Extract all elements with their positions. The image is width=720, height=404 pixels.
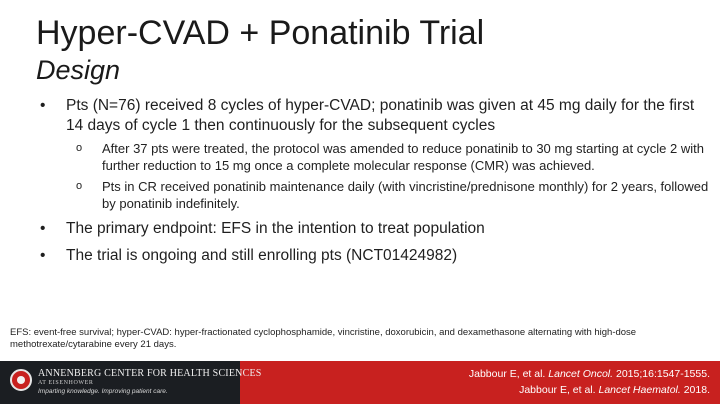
sub-bullet-item [36, 140, 712, 174]
ref-journal: Lancet Haematol. [598, 384, 681, 396]
ref-journal: Lancet Oncol. [548, 368, 614, 380]
bullet-text: Pts (N=76) received 8 cycles of hyper-CVAD; ponatinib was given at 45 mg daily for the first 14 days of cycle 1 then continuously for the subsequent cycles [66, 97, 695, 134]
slide-title: Hyper-CVAD + Ponatinib Trial [36, 14, 485, 52]
bullet-item [36, 96, 712, 136]
footer-bar [0, 361, 720, 404]
sub-bullet-marker: o [76, 142, 83, 154]
bullet-marker: • [40, 247, 46, 264]
sub-bullet-text: Pts in CR received ponatinib maintenance daily (with vincristine/prednisone monthly) for 2 years, followed by ponatinib indefinitely. [102, 179, 709, 211]
bullet-text: The primary endpoint: EFS in the intention to treat population [66, 220, 485, 237]
seal-icon [10, 369, 32, 391]
logo-tagline: Imparting knowledge. Improving patient care. [38, 388, 168, 395]
bullet-marker: • [40, 97, 46, 114]
reference-line [469, 382, 710, 398]
ref-detail: 2018. [683, 384, 710, 396]
logo-name: ANNENBERG CENTER FOR HEALTH SCIENCES [38, 368, 262, 379]
ref-detail: 2015;16:1547-1555. [615, 368, 710, 380]
bullet-list [36, 96, 712, 266]
bullet-item [36, 246, 712, 266]
sub-bullet-item [36, 178, 712, 212]
ref-author: Jabbour E, et al. [468, 368, 546, 380]
slide-subtitle: Design [36, 55, 121, 85]
logo-sub: AT EISENHOWER [38, 380, 94, 386]
bullet-marker: • [40, 220, 46, 237]
bullet-item [36, 219, 712, 239]
sub-bullet-text: After 37 pts were treated, the protocol was amended to reduce ponatinib to 30 mg starting at cycle 2 with further reduction to 15 mg once a complete molecular response (CMR) was achieved. [102, 141, 704, 173]
bullet-text: The trial is ongoing and still enrolling pts (NCT01424982) [66, 247, 458, 264]
footnote: EFS: event-free survival; hyper-CVAD: hyper-fractionated cyclophosphamide, vincristine, doxorubicin, and dexamethasone alternating with high-dose methotrexate/cytarabine every 21 days. [10, 327, 637, 350]
annenberg-logo [0, 361, 262, 404]
ref-author: Jabbour E, et al. [519, 384, 596, 396]
reference-line [469, 366, 710, 382]
sub-bullet-marker: o [76, 180, 83, 192]
references [469, 366, 710, 398]
